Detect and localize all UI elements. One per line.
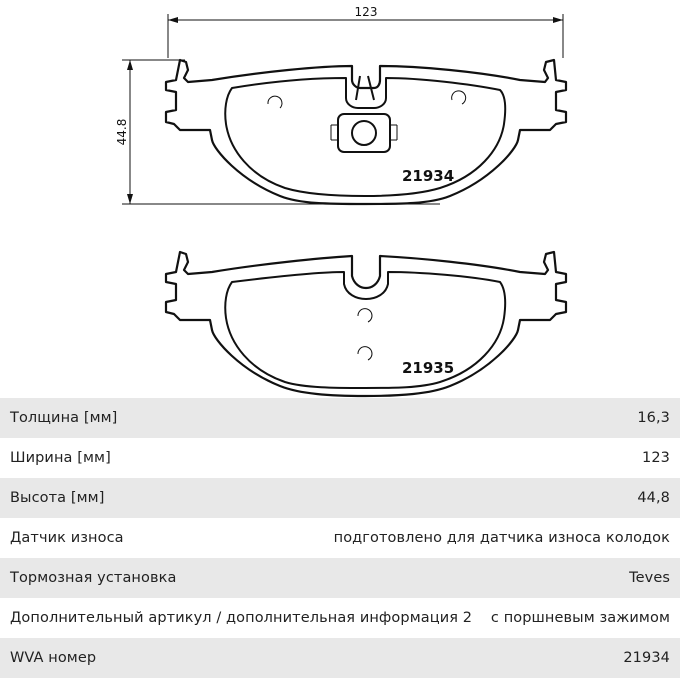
- spec-label: Дополнительный артикул / дополнительная информация 2: [10, 610, 473, 626]
- height-dimension-text: 44.8: [115, 118, 129, 146]
- spec-label: WVA номер: [10, 650, 97, 666]
- spec-value: Teves: [629, 570, 670, 586]
- spec-value: 21934: [623, 650, 670, 666]
- spec-row-wear-sensor: [0, 518, 680, 558]
- width-dimension: [168, 5, 563, 58]
- pad-top-label: 21934: [402, 167, 455, 185]
- brake-pad-bottom: [166, 252, 566, 396]
- spec-label: Тормозная установка: [10, 570, 177, 586]
- spec-label: Датчик износа: [10, 530, 124, 546]
- spec-value: с поршневым зажимом: [490, 610, 670, 626]
- spec-value: подготовлено для датчика износа колодок: [333, 530, 670, 546]
- spec-row-thickness: [0, 398, 680, 438]
- specs-table: [0, 398, 680, 678]
- width-dimension-text: 123: [354, 5, 378, 19]
- spec-row-height: [0, 478, 680, 518]
- spec-row-wva-number: [0, 638, 680, 678]
- spec-value: 16,3: [637, 410, 670, 426]
- spec-value: 123: [642, 450, 670, 466]
- spec-row-brake-system: [0, 558, 680, 598]
- spec-label: Толщина [мм]: [10, 410, 118, 426]
- spec-row-width: [0, 438, 680, 478]
- spec-row-additional-info: [0, 598, 680, 638]
- pad-bottom-label: 21935: [402, 359, 455, 377]
- spec-value: 44,8: [637, 490, 670, 506]
- spec-label: Ширина [мм]: [10, 450, 111, 466]
- brake-pad-top: [166, 60, 566, 204]
- spec-label: Высота [мм]: [10, 490, 105, 506]
